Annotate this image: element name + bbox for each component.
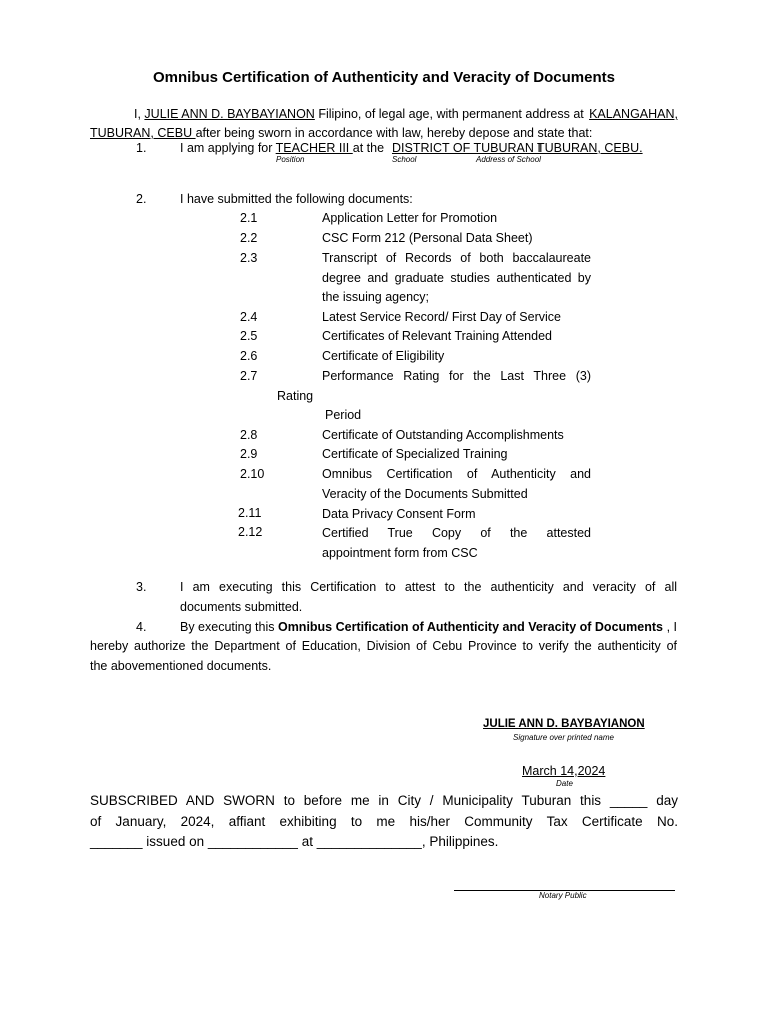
item-3-text xyxy=(180,578,677,617)
intro-prefix: I, xyxy=(134,107,145,121)
item-4-bold-title: Omnibus Certification of Authenticity and Veracity of Documents xyxy=(277,620,663,634)
item-4-line-3: the abovementioned documents. xyxy=(90,658,272,673)
doc-text: Certificate of Outstanding Accomplishments xyxy=(322,428,564,442)
doc-text: Omnibus Certification of Authenticity and xyxy=(322,467,591,481)
doc-text: Certificate of Specialized Training xyxy=(322,447,508,461)
doc-text: Data Privacy Consent Form xyxy=(322,507,476,521)
doc-text: the issuing agency; xyxy=(322,290,430,304)
date-caption: Date xyxy=(556,779,573,788)
doc-number: 2.6 xyxy=(240,349,258,363)
item-3-line-1: I am executing this Certification to attest to the authenticity and veracity of all xyxy=(180,580,677,594)
document-title: Omnibus Certification of Authenticity and Veracity of Documents xyxy=(152,69,615,86)
sworn-line-2: of January, 2024, affiant exhibiting to me his/her Community Tax Certificate No. xyxy=(90,813,678,829)
doc-text: appointment form from CSC xyxy=(322,546,478,560)
doc-number: 2.3 xyxy=(240,251,258,265)
item-4-post: , I xyxy=(666,620,677,634)
item-4-line-1 xyxy=(180,620,677,634)
address-line-1: KALANGAHAN, xyxy=(589,107,678,121)
doc-text: Transcript of Records of both baccalaureate xyxy=(322,251,591,265)
doc-number: 2.12 xyxy=(238,525,263,539)
item-3-line-2: documents submitted. xyxy=(180,599,303,614)
doc-number: 2.4 xyxy=(240,310,258,324)
affiant-name: JULIE ANN D. BAYBAYIANON xyxy=(144,107,315,121)
doc-number: 2.8 xyxy=(240,428,258,442)
item-1-label: I am applying for xyxy=(180,141,276,155)
doc-number: 2.7 xyxy=(240,369,258,383)
intro-line-2 xyxy=(90,126,592,140)
school-caption: School xyxy=(392,155,417,164)
notary-caption: Notary Public xyxy=(539,891,587,900)
item-1-at: at the xyxy=(352,141,385,155)
doc-text: Veracity of the Documents Submitted xyxy=(322,487,528,501)
doc-text: Performance Rating for the Last Three (3) xyxy=(322,369,591,383)
doc-text: Latest Service Record/ First Day of Service xyxy=(322,310,561,324)
doc-text: Application Letter for Promotion xyxy=(322,211,498,225)
doc-text: Rating xyxy=(277,389,314,403)
item-4-pre: By executing this xyxy=(180,620,278,634)
doc-text: Period xyxy=(325,408,362,422)
doc-text: degree and graduate studies authenticated by xyxy=(322,271,591,285)
address-line-2: TUBURAN, CEBU xyxy=(90,126,196,140)
intro-middle: Filipino, of legal age, with permanent address at xyxy=(314,107,584,121)
signature-name: JULIE ANN D. BAYBAYIANON xyxy=(483,718,645,730)
doc-text: Certificates of Relevant Training Attended xyxy=(322,329,552,343)
signature-date: March 14,2024 xyxy=(522,764,606,778)
intro-suffix: after being sworn in accordance with law, hereby depose and state that: xyxy=(195,126,593,140)
doc-number: 2.5 xyxy=(240,329,258,343)
intro-line-1 xyxy=(134,107,584,121)
doc-number: 2.9 xyxy=(240,447,258,461)
doc-number: 2.1 xyxy=(240,211,258,225)
sworn-line-1: SUBSCRIBED AND SWORN to before me in City / Municipality Tuburan this _____ day xyxy=(90,793,678,808)
item-1-number: 1. xyxy=(136,141,147,155)
address-caption: Address of School xyxy=(476,155,541,164)
school-address: TUBURAN, CEBU. xyxy=(537,141,643,155)
sworn-line-3: _______ issued on ____________ at ______________, Philippines. xyxy=(90,834,499,849)
item-3-number: 3. xyxy=(136,580,147,594)
position-caption: Position xyxy=(276,155,305,164)
doc-text: Certificate of Eligibility xyxy=(322,349,445,363)
item-4-line-2: hereby authorize the Department of Education, Division of Cebu Province to verify the authenticity of xyxy=(90,639,677,653)
sworn-statement xyxy=(90,791,678,853)
applied-position: TEACHER III xyxy=(275,141,353,155)
item-2-text: I have submitted the following documents: xyxy=(180,192,413,206)
doc-number: 2.11 xyxy=(238,506,262,520)
doc-text: CSC Form 212 (Personal Data Sheet) xyxy=(322,231,533,245)
doc-number: 2.2 xyxy=(240,231,258,245)
item-2-number: 2. xyxy=(136,192,147,206)
item-4-text xyxy=(90,637,677,676)
item-4-number: 4. xyxy=(136,620,147,634)
item-1-text xyxy=(180,141,384,155)
school-name: DISTRICT OF TUBURAN I xyxy=(392,141,541,155)
signature-caption: Signature over printed name xyxy=(513,733,614,742)
doc-text: Certified True Copy of the attested xyxy=(322,526,591,540)
doc-number: 2.10 xyxy=(240,467,265,481)
